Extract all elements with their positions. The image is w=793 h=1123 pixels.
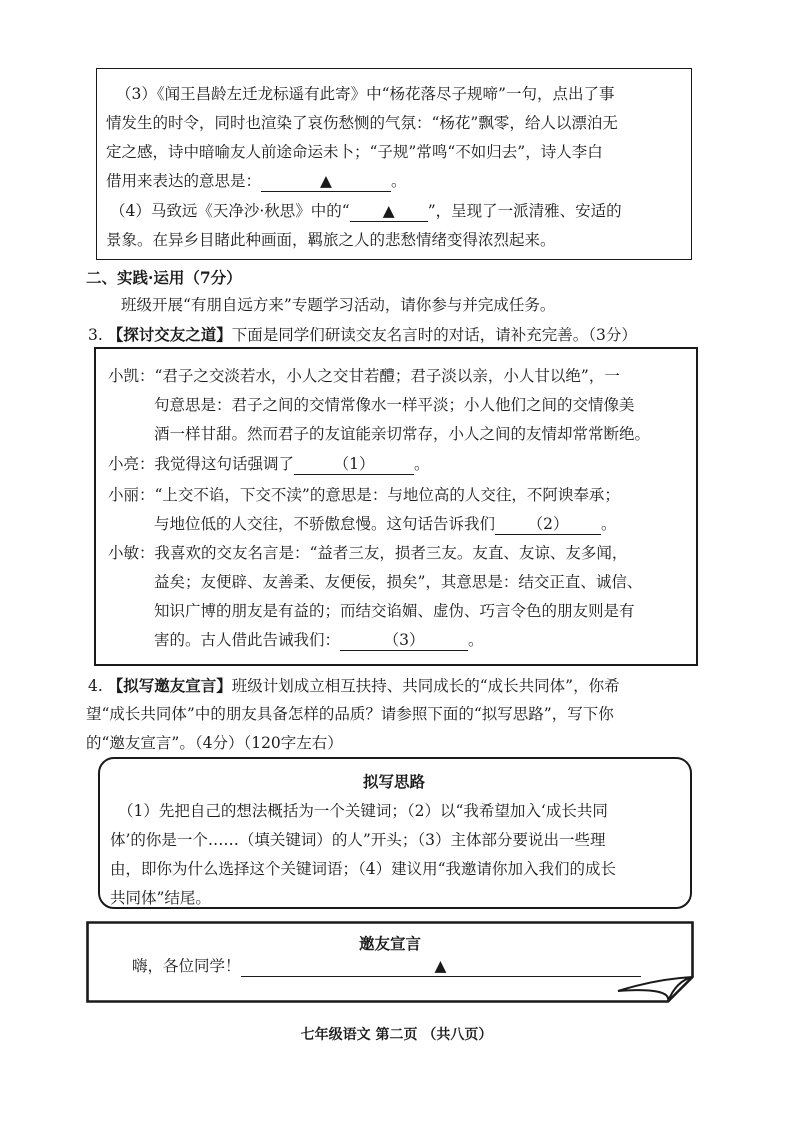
- declaration-answer-blank[interactable]: [241, 956, 641, 977]
- blank-triangle-icon: ▲: [434, 957, 447, 975]
- q4-line1: [88, 671, 620, 701]
- min-line2: 益矣；友便辟、友善柔、友便佞，损矣”，其意思是：结交正直、诚信、: [154, 573, 643, 591]
- declaration-greeting: 嗨，各位同学！: [132, 957, 241, 975]
- li-line1: 小丽：“上交不谄，下交不渎”的意思是：与地位高的人交往，不阿谀奉承；: [108, 486, 620, 504]
- guide-line2: 体’的你是一个……（填关键词）的人”开头；（3）主体部分要说出一些理: [110, 831, 606, 849]
- kai-line1: 小凯：“君子之交淡若水，小人之交甘若醴；君子淡以亲，小人甘以绝”，一: [108, 367, 620, 385]
- declaration-title: 邀友宣言: [358, 934, 421, 953]
- answer-blank-1[interactable]: [294, 454, 414, 475]
- declaration-line: [132, 952, 641, 981]
- kai-line2: 句意思是：君子之间的交情常像水一样平淡；小人他们之间的交情像美: [154, 396, 635, 414]
- answer-blank-3[interactable]: [340, 630, 468, 651]
- liang-line: [108, 450, 430, 479]
- q2-p3-answer-blank[interactable]: [261, 171, 391, 192]
- liang-text: 小亮：我觉得这句话强调了: [108, 455, 295, 473]
- q4-line3: 的“邀友宣言”。（4分）（120字左右）: [86, 734, 343, 752]
- q2-p3-line4-text: 借用来表达的意思是：: [106, 172, 262, 190]
- guide-line1: （1）先把自己的想法概括为一个关键词；（2）以“我希望加入‘成长共同: [118, 802, 608, 820]
- blank-label: （2）: [527, 515, 569, 533]
- q4-line2: 望“成长共同体”中的朋友具备怎样的品质？请参照下面的“拟写思路”，写下你: [86, 705, 614, 723]
- min-text: 害的。古人借此告诫我们：: [154, 631, 341, 649]
- q2-p3-line4: [106, 167, 407, 196]
- blank-label: （3）: [383, 631, 425, 649]
- q2-p3-line1: （3）《闻王昌龄左迁龙标遥有此寄》中“杨花落尽子规啼”一句，点出了事: [116, 85, 615, 103]
- punct: 。: [601, 515, 617, 533]
- blank-label: （1）: [333, 455, 375, 473]
- answer-blank-2[interactable]: [495, 514, 601, 535]
- blank-triangle-icon: ▲: [320, 172, 332, 190]
- min-line4: [154, 626, 484, 655]
- section-intro: 班级开展“有朋自远方来”专题学习活动，请你参与并完成任务。: [121, 296, 556, 314]
- section-title: 二、实践·运用（7分）: [86, 268, 242, 287]
- q2-p4-line1-text: （4）马致远《天净沙·秋思》中的“: [110, 202, 350, 220]
- blank-triangle-icon: ▲: [382, 202, 395, 220]
- li-line2: [154, 510, 617, 539]
- q3-number: 3.: [88, 326, 103, 344]
- q3-heading: [88, 320, 637, 350]
- guide-line4: 共同体”结尾。: [110, 889, 211, 907]
- q2-p4-line1: [110, 197, 622, 226]
- q3-prompt: 下面是同学们研读交友名言时的对话，请补充完善。（3分）: [231, 326, 637, 344]
- q2-p3-line3: 定之感，诗中暗喻友人前途命运未卜；“子规”常鸣“不如归去”，诗人李白: [106, 143, 603, 161]
- page-footer: 七年级语文 第二页 （共八页）: [300, 1027, 493, 1043]
- q2-p4-line2: 景象。在异乡目睹此种画面，羁旅之人的悲愁情绪变得浓烈起来。: [106, 231, 556, 249]
- punct: 。: [468, 631, 484, 649]
- q4-line1-text: 班级计划成立相互扶持、共同成长的“成长共同体”，你希: [231, 677, 620, 695]
- guide-line3: 由，即你为什么选择这个关键词语；（4）建议用“我邀请你加入我们的成长: [110, 860, 617, 878]
- q3-tag: 【探讨交友之道】: [107, 325, 232, 344]
- min-line1: 小敏：我喜欢的交友名言是：“益者三友，损者三友。友直、友谅、友多闻，: [108, 544, 628, 562]
- punct: 。: [414, 455, 430, 473]
- punct: 。: [391, 172, 407, 190]
- guide-title: 拟写思路: [362, 772, 425, 791]
- q2-p4-line1-rest: ”，呈现了一派清雅、安适的: [427, 202, 622, 220]
- q4-number: 4.: [88, 677, 103, 695]
- q2-p3-line2: 情发生的时令，同时也渲染了哀伤愁恻的气氛：“杨花”飘零，给人以漂泊无: [106, 114, 618, 132]
- min-line3: 知识广博的朋友是有益的；而结交谄媚、虚伪、巧言令色的朋友则是有: [154, 602, 635, 620]
- q2-p4-answer-blank[interactable]: [350, 201, 428, 222]
- kai-line3: 酒一样甘甜。然而君子的友谊能亲切常存，小人之间的友情却常常断绝。: [154, 425, 651, 443]
- li-text: 与地位低的人交往，不骄傲怠慢。这句话告诉我们: [154, 515, 496, 533]
- q4-tag: 【拟写邀友宣言】: [107, 676, 232, 695]
